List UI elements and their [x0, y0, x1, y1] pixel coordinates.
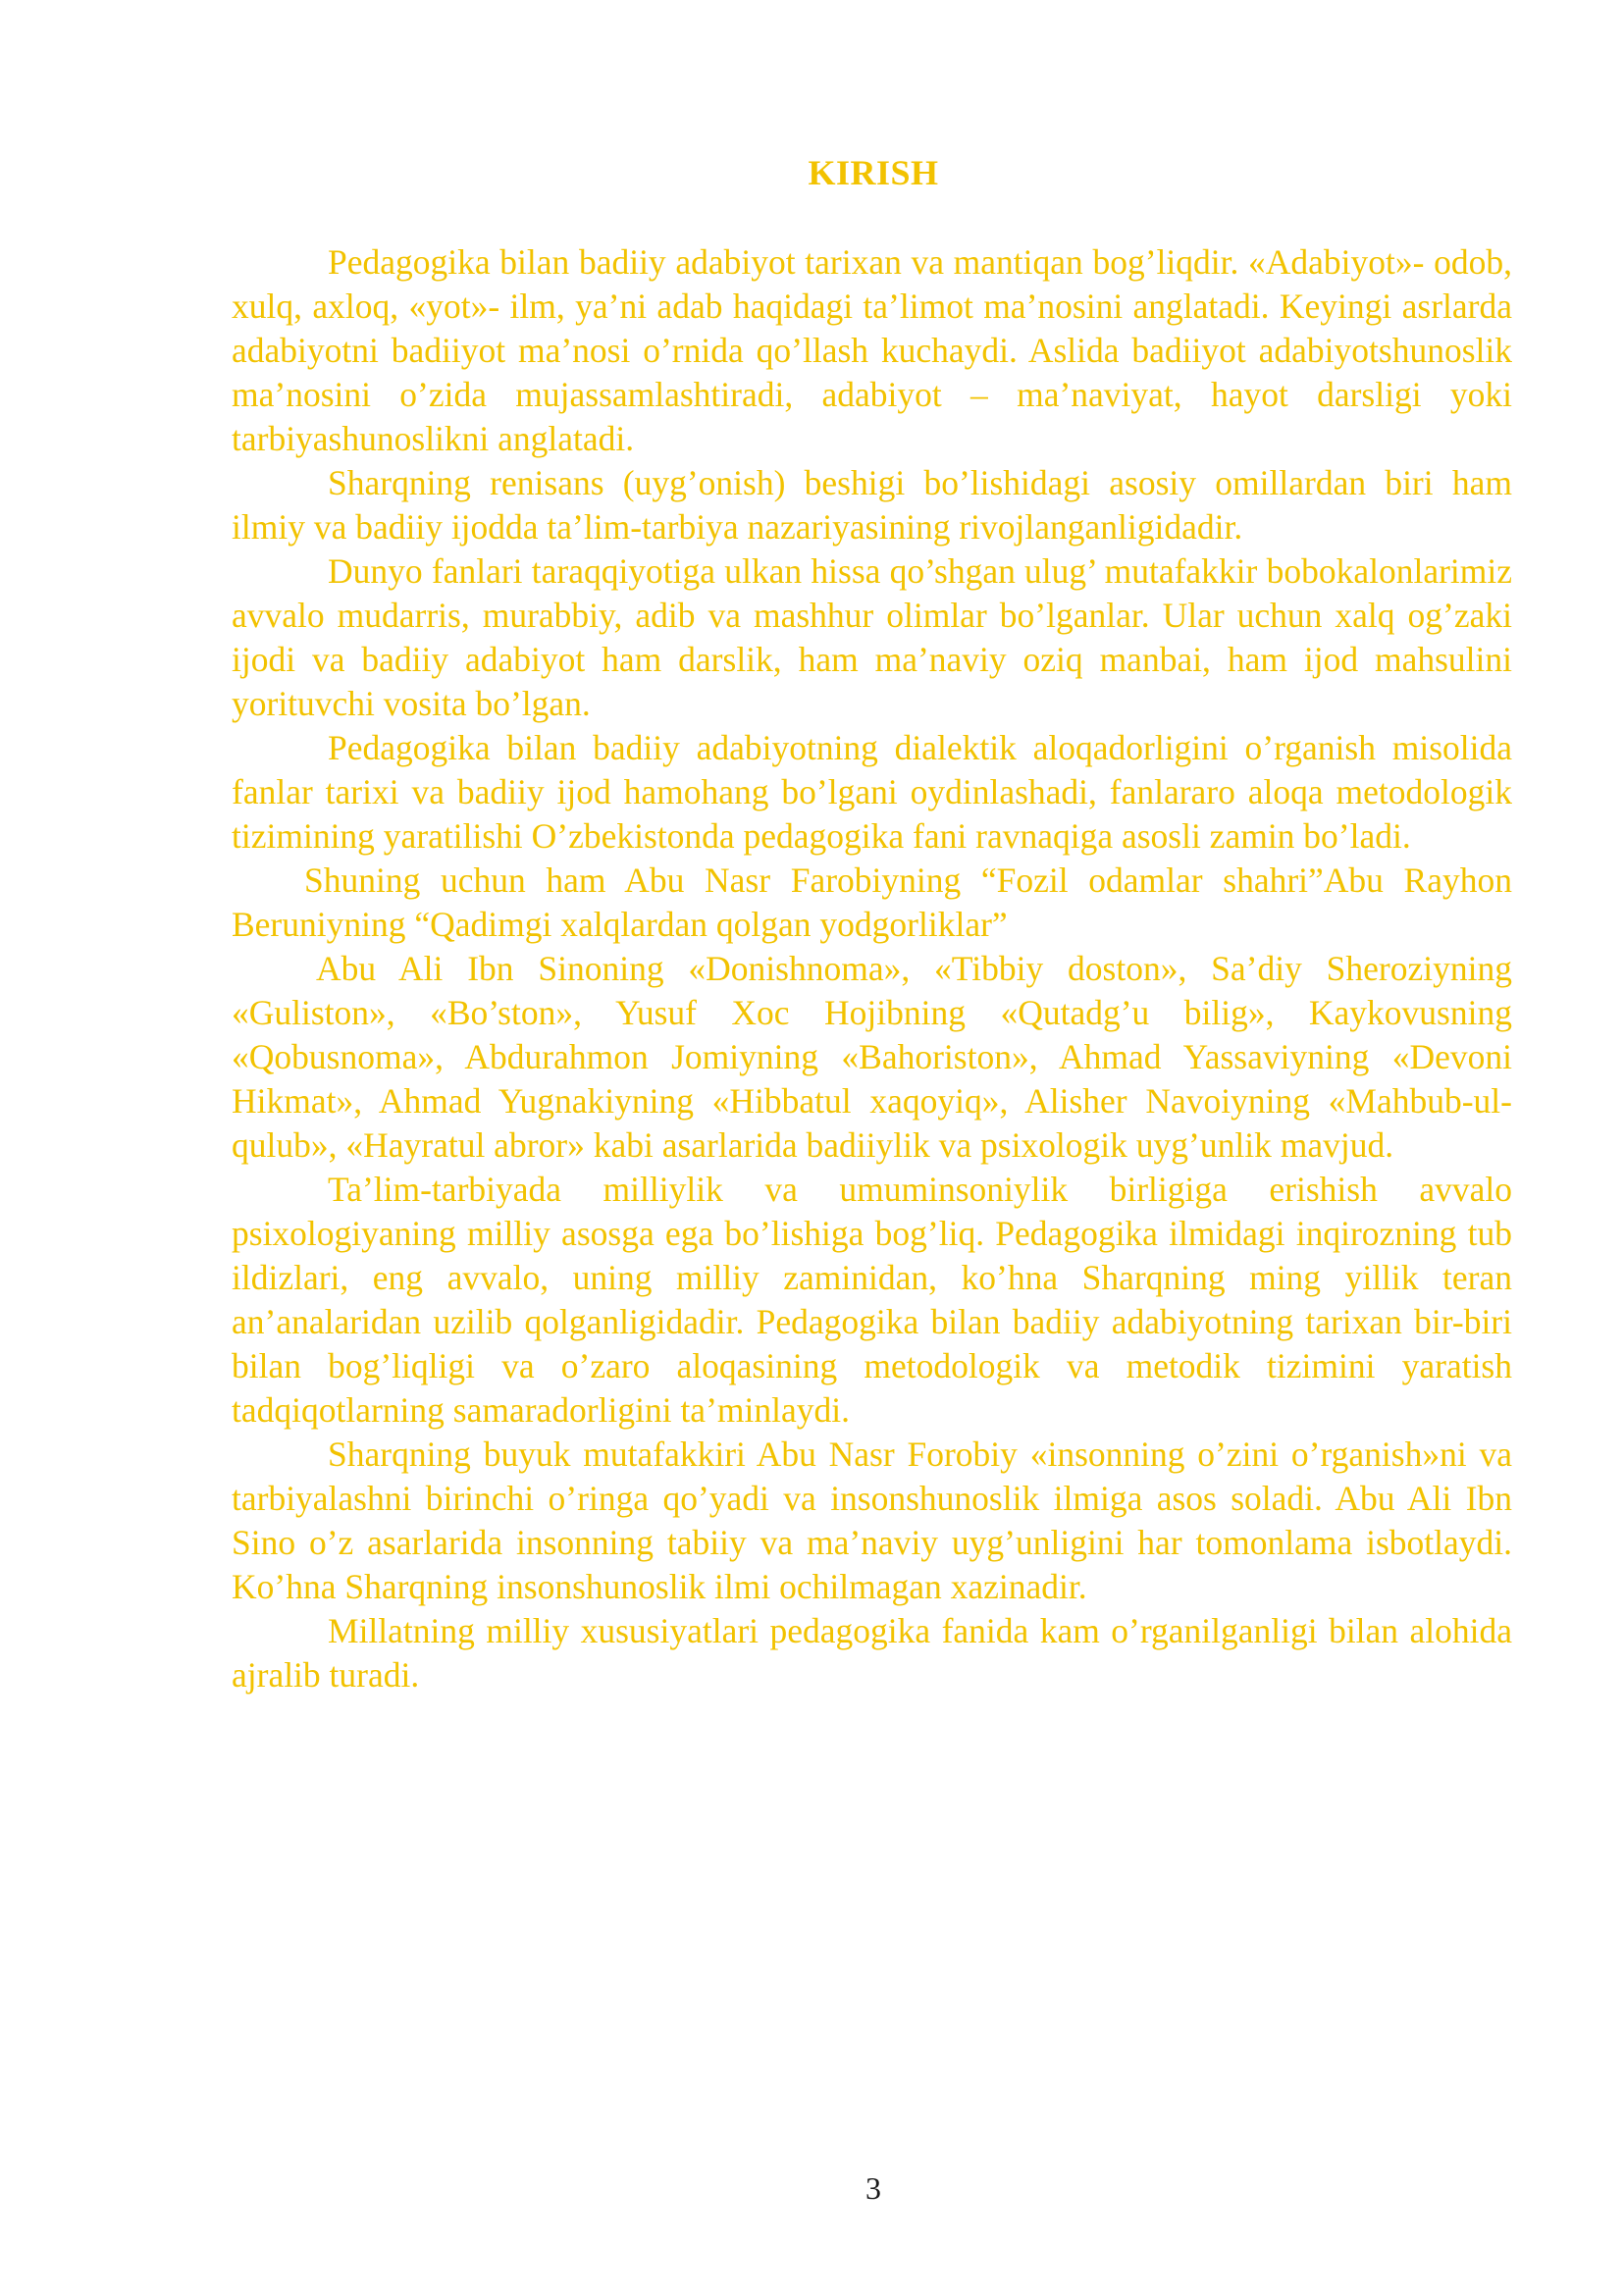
paragraph-7: Ta’lim-tarbiyada milliylik va umuminsoniylik birligiga erishish avvalo psixologiyaning milliy asosga ega bo’lishiga bog’liq. Pedagogika ilmidagi inqirozning tub ildizlari, eng avvalo, uning milliy zaminidan, ko’hna Sharqning ming yillik teran an’analaridan uzilib qolganligidadir. Pedagogika bilan badiiy adabiyotning tarixan bir-biri bilan bog’liqligi va o’zaro aloqasining metodologik va metodik tizimini yaratish tadqiqotlarning samaradorligini ta’minlaydi.	[232, 1170, 1512, 1430]
paragraph-4: Pedagogika bilan badiiy adabiyotning dialektik aloqadorligini o’rganish misolida fanlar tarixi va badiiy ijod hamohang bo’lgani oydinlashadi, fanlararo aloqa metodologik tizimining yaratilishi O’zbekistonda pedagogika fani ravnaqiga asosli zamin bo’ladi.	[232, 728, 1512, 856]
paragraph-3: Dunyo fanlari taraqqiyotiga ulkan hissa qo’shgan ulug’ mutafakkir bobokalonlarimiz avvalo mudarris, murabbiy, adib va mashhur olimlar bo’lganlar. Ular uchun xalq og’zaki ijodi va badiiy adabiyot ham darslik, ham ma’naviy oziq manbai, ham ijod mahsulini yorituvchi vosita bo’lgan.	[232, 551, 1512, 723]
paragraph-5: Shuning uchun ham Abu Nasr Farobiyning “Fozil odamlar shahri”Abu Rayhon Beruniyning “Qadimgi xalqlardan qolgan yodgorliklar”	[232, 861, 1512, 944]
paragraph-6: Abu Ali Ibn Sinoning «Donishnoma», «Tibbiy doston», Sa’diy Sheroziyning «Guliston», «Bo’ston», Yusuf Xoc Hojibning «Qutadg’u bilig», Kaykovusning «Qobusnoma», Abdurahmon Jomiyning «Bahoriston», Ahmad Yassaviyning «Devoni Hikmat», Ahmad Yugnakiyning «Hibbatul xaqoyiq», Alisher Navoiyning «Mahbub-ul-qulub», «Hayratul abror» kabi asarlarida badiiylik va psixologik uyg’unlik mavjud.	[232, 949, 1512, 1165]
paragraph-9: Millatning milliy xususiyatlari pedagogika fanida kam o’rganilganligi bilan alohida ajralib turadi.	[232, 1611, 1512, 1695]
paragraph-8: Sharqning buyuk mutafakkiri Abu Nasr Forobiy «insonning o’zini o’rganish»ni va tarbiyalashni birinchi o’ringa qo’yadi va insonshunoslik ilmiga asos soladi. Abu Ali Ibn Sino o’z asarlarida insonning tabiiy va ma’naviy uyg’unligini har tomonlama isbotlaydi. Ko’hna Sharqning insonshunoslik ilmi ochilmagan xazinadir.	[232, 1435, 1512, 1606]
paragraph-1: Pedagogika bilan badiiy adabiyot tarixan va mantiqan bog’liqdir. «Adabiyot»- odob, xulq, axloq, «yot»- ilm, ya’ni adab haqidagi ta’limot ma’nosini anglatadi. Keyingi asrlarda adabiyotni badiiyot ma’nosi o’rnida qo’llash kuchaydi. Aslida badiiyot adabiyotshunoslik ma’nosini o’zida mujassamlashtiradi, adabiyot – ma’naviyat, hayot darsligi yoki tarbiyashunoslikni anglatadi.	[232, 242, 1512, 458]
section-heading: KIRISH	[808, 153, 939, 192]
paragraph-2: Sharqning renisans (uyg’onish) beshigi bo’lishidagi asosiy omillardan biri ham ilmiy va badiiy ijodda ta’lim-tarbiya nazariyasining rivojlanganligidadir.	[232, 463, 1512, 547]
body-text	[232, 240, 1512, 1697]
page-number: 3	[865, 2170, 881, 2206]
